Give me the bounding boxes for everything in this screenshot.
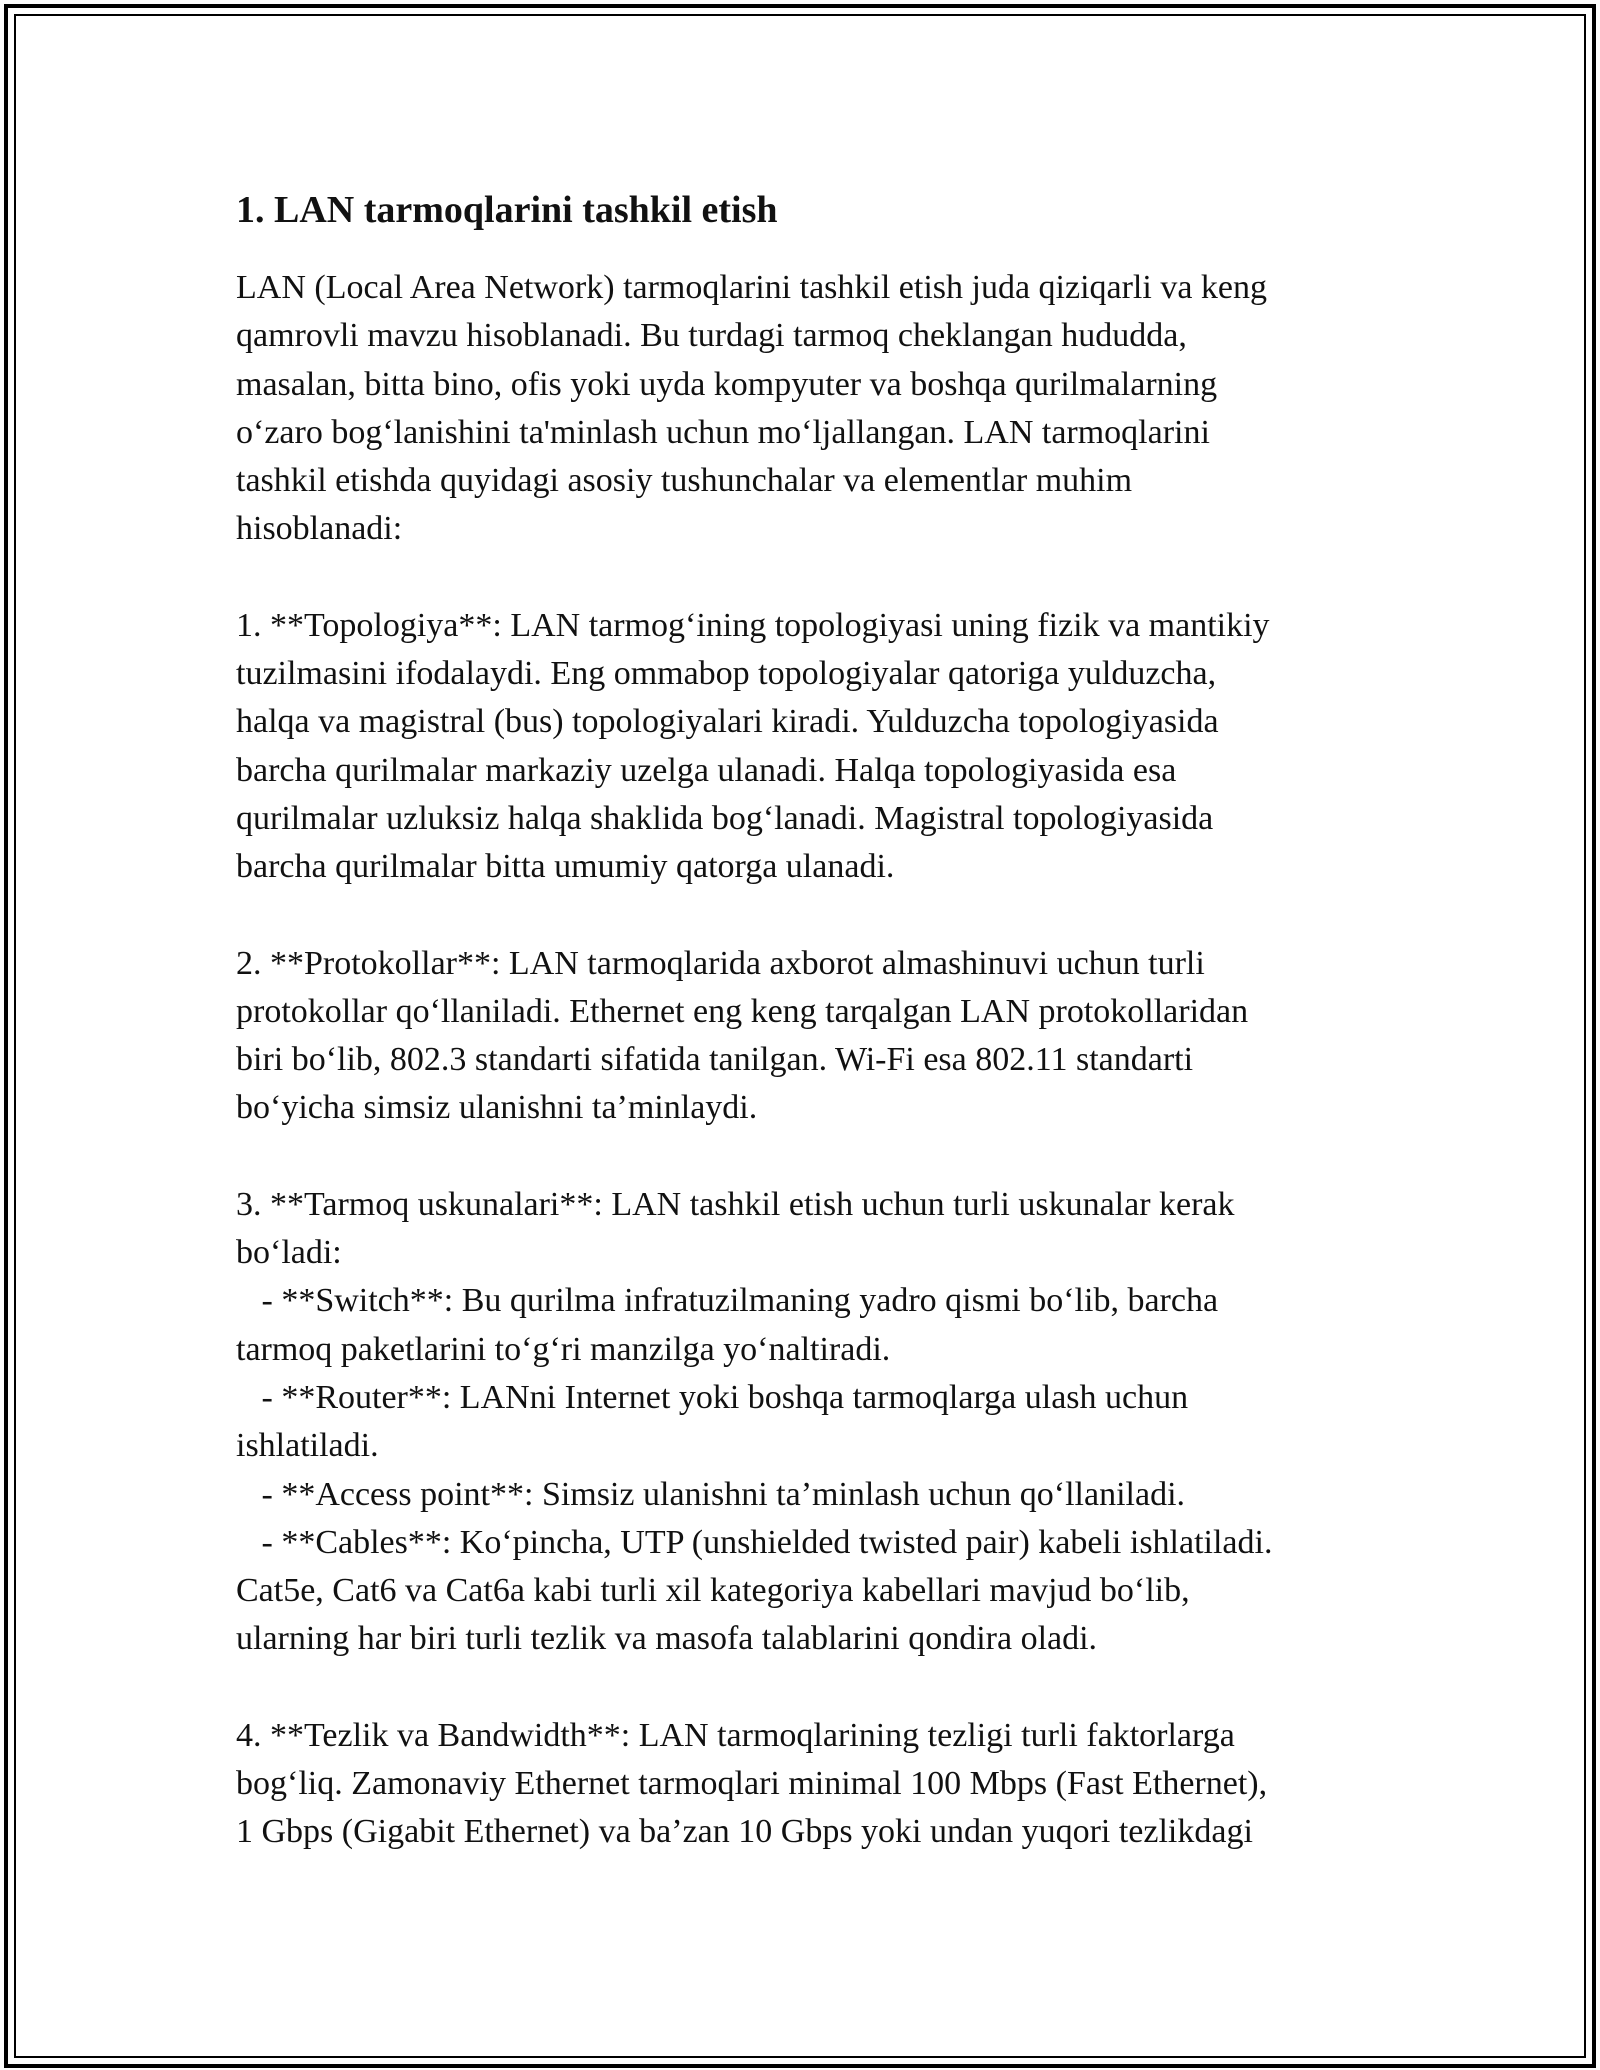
list-item-switch: - **Switch**: Bu qurilma infratuzilmaning yadro qismi bo‘lib, barcha bbox=[236, 1282, 1219, 1320]
text-line: qurilmalar uzluksiz halqa shaklida bog‘lanadi. Magistral topologiyasida bbox=[236, 799, 1214, 837]
speed-paragraph bbox=[236, 1712, 1376, 1857]
text-line: masalan, bitta bino, ofis yoki uyda kompyuter va boshqa qurilmalarning bbox=[236, 365, 1218, 403]
document-page bbox=[236, 186, 1376, 1905]
topology-paragraph bbox=[236, 602, 1376, 892]
text-line: barcha qurilmalar markaziy uzelga ulanadi. Halqa topologiyasida esa bbox=[236, 751, 1177, 789]
list-item-router: - **Router**: LANni Internet yoki boshqa tarmoqlarga ulash uchun bbox=[236, 1378, 1189, 1416]
text-line: ishlatiladi. bbox=[236, 1427, 379, 1465]
text-line: qamrovli mavzu hisoblanadi. Bu turdagi tarmoq cheklangan hududda, bbox=[236, 317, 1187, 355]
text-line: bo‘ladi: bbox=[236, 1234, 342, 1272]
text-line: 2. **Protokollar**: LAN tarmoqlarida axborot almashinuvi uchun turli bbox=[236, 944, 1205, 982]
text-line: o‘zaro bog‘lanishini ta'minlash uchun mo‘ljallangan. LAN tarmoqlarini bbox=[236, 413, 1210, 451]
protocols-paragraph bbox=[236, 940, 1376, 1133]
text-line: 3. **Tarmoq uskunalari**: LAN tashkil etish uchun turli uskunalar kerak bbox=[236, 1185, 1235, 1223]
text-line: barcha qurilmalar bitta umumiy qatorga ulanadi. bbox=[236, 848, 895, 886]
text-line: hisoblanadi: bbox=[236, 510, 403, 548]
text-line: protokollar qo‘llaniladi. Ethernet eng keng tarqalgan LAN protokollaridan bbox=[236, 992, 1249, 1030]
text-line: halqa va magistral (bus) topologiyalari kiradi. Yulduzcha topologiyasida bbox=[236, 703, 1219, 741]
list-item-access-point: - **Access point**: Simsiz ulanishni ta’minlash uchun qo‘llaniladi. bbox=[236, 1475, 1186, 1513]
equipment-paragraph bbox=[236, 1181, 1376, 1664]
list-item-cables: - **Cables**: Ko‘pincha, UTP (unshielded twisted pair) kabeli ishlatiladi. bbox=[236, 1523, 1273, 1561]
text-line: tuzilmasini ifodalaydi. Eng ommabop topologiyalar qatoriga yulduzcha, bbox=[236, 655, 1217, 693]
text-line: bog‘liq. Zamonaviy Ethernet tarmoqlari minimal 100 Mbps (Fast Ethernet), bbox=[236, 1765, 1268, 1803]
text-line: 1 Gbps (Gigabit Ethernet) va ba’zan 10 Gbps yoki undan yuqori tezlikdagi bbox=[236, 1813, 1253, 1851]
text-line: LAN (Local Area Network) tarmoqlarini tashkil etish juda qiziqarli va keng bbox=[236, 269, 1268, 306]
text-line: bo‘yicha simsiz ulanishni ta’minlaydi. bbox=[236, 1089, 758, 1127]
text-line: Cat5e, Cat6 va Cat6a kabi turli xil kategoriya kabellari mavjud bo‘lib, bbox=[236, 1572, 1190, 1610]
section-heading: 1. LAN tarmoqlarini tashkil etish bbox=[236, 189, 778, 231]
text-line: biri bo‘lib, 802.3 standarti sifatida tanilgan. Wi-Fi esa 802.11 standarti bbox=[236, 1041, 1194, 1079]
text-line: ularning har biri turli tezlik va masofa talablarini qondira oladi. bbox=[236, 1620, 1098, 1658]
text-line: tarmoq paketlarini to‘g‘ri manzilga yo‘naltiradi. bbox=[236, 1330, 891, 1368]
intro-paragraph bbox=[236, 264, 1376, 554]
text-line: 1. **Topologiya**: LAN tarmog‘ining topologiyasi uning fizik va mantikiy bbox=[236, 606, 1270, 644]
text-line: 4. **Tezlik va Bandwidth**: LAN tarmoqlarining tezligi turli faktorlarga bbox=[236, 1716, 1235, 1754]
text-line: tashkil etishda quyidagi asosiy tushunchalar va elementlar muhim bbox=[236, 462, 1133, 500]
